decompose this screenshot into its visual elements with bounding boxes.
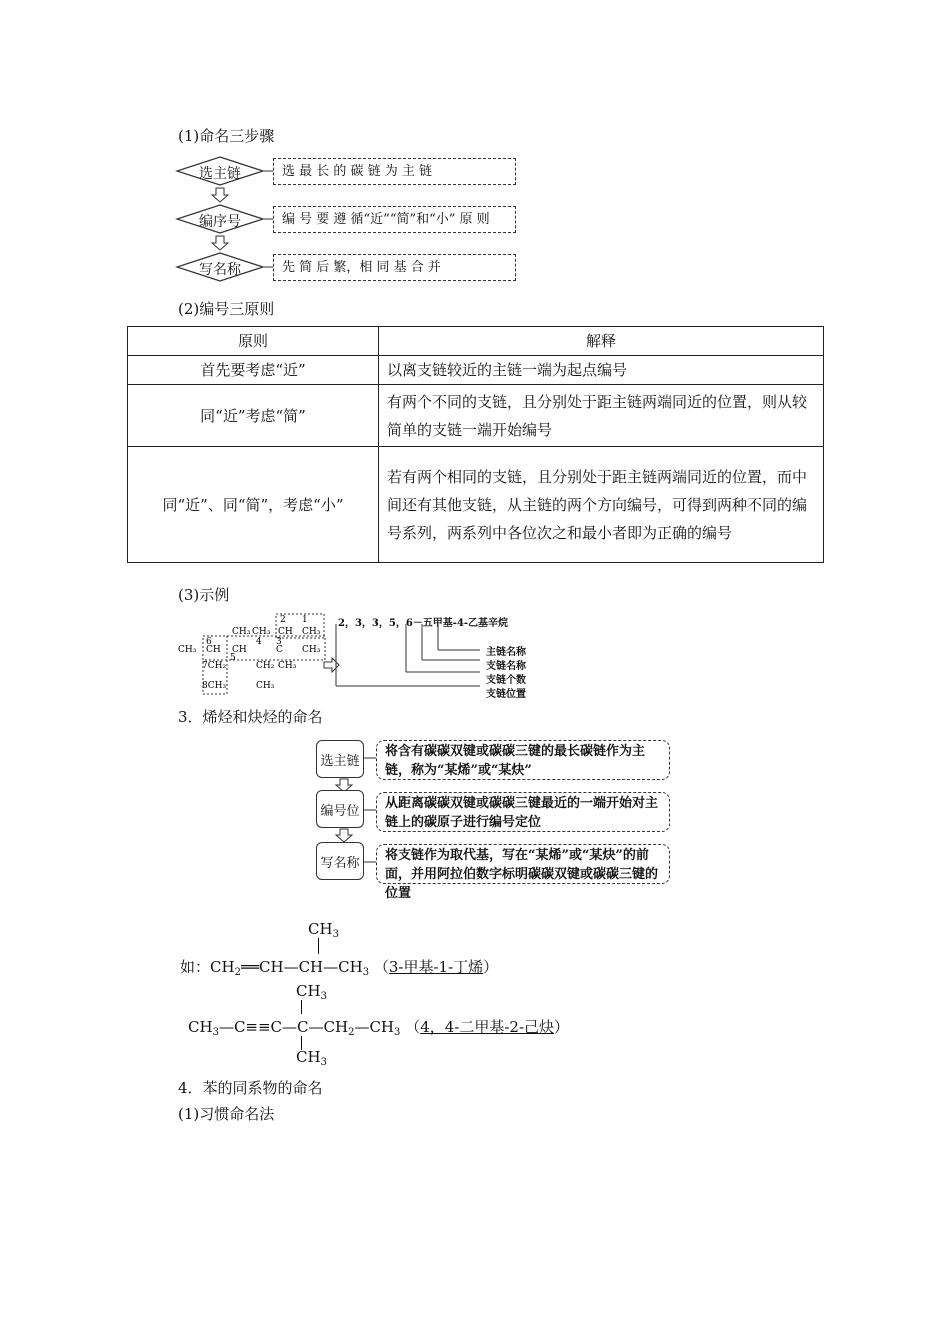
step-box: 写名称: [316, 842, 364, 880]
struct-num: 3: [276, 637, 282, 647]
iupac-name: 2，3，3，5，6－五甲基-4-乙基辛烷: [338, 618, 509, 629]
struct-text: CH₃: [278, 661, 297, 671]
rule-cell: 同“近”考虑“简”: [128, 385, 379, 447]
struct-text: CH₂: [256, 661, 275, 671]
struct-text: CH: [278, 627, 293, 637]
example-1-name: 3-甲基-1-丁烯: [388, 958, 484, 976]
step-label: 选主链: [199, 166, 241, 182]
step-label: 写名称: [199, 262, 241, 278]
explain-cell: 有两个不同的支链，且分别处于距主链两端同近的位置，则从较简单的支链一端开始编号: [379, 385, 824, 447]
example-2-name-wrap: （4，4-二甲基-2-己炔）: [405, 1018, 570, 1036]
step-desc: 先 简 后 繁，相 同 基 合 并: [273, 254, 516, 281]
example-2-name: 4，4-二甲基-2-己炔: [420, 1018, 555, 1036]
name-label: 支链名称: [486, 661, 526, 672]
rule-cell: 首先要考虑“近”: [128, 356, 379, 385]
step-desc: 选 最 长 的 碳 链 为 主 链: [273, 158, 516, 185]
name-label: 主链名称: [486, 647, 526, 658]
methyl-up: $CH_3$: [296, 982, 327, 1002]
methyl-down: $CH_3$: [296, 1048, 327, 1068]
step-label: 编序号: [199, 214, 241, 230]
step-desc: 从距离碳碳双键或碳碳三键最近的一端开始对主链上的碳原子进行编号定位: [376, 792, 670, 832]
methyl-top: $CH_3$: [308, 920, 339, 940]
name-label: 支链位置: [486, 689, 526, 700]
principles-table: [127, 326, 824, 563]
struct-num: 6: [206, 637, 212, 647]
struct-num: 5: [230, 653, 236, 663]
col-header: 原则: [128, 327, 379, 356]
struct-text: C: [276, 645, 283, 655]
table-row: [128, 447, 824, 563]
example-prefix: 如：: [180, 958, 211, 976]
step-desc: 将支链作为取代基，写在“某烯”或“某炔”的前面，并用阿拉伯数字标明碳碳双键或碳碳三键的位置: [376, 844, 670, 884]
step-box: 选主链: [316, 740, 364, 778]
struct-text: CH: [206, 645, 221, 655]
name-label: 支链个数: [486, 675, 526, 686]
table-row: [128, 385, 824, 447]
example-1-name-wrap: （3-甲基-1-丁烯）: [373, 958, 499, 976]
struct-text: CH₃: [178, 645, 197, 655]
bond-line: [318, 938, 320, 954]
example-2: [188, 1016, 569, 1038]
formula-1: $CH_2══CH—CH—CH_3$: [210, 958, 370, 978]
struct-text: CH: [232, 645, 247, 655]
step-box: 编号位: [316, 790, 364, 828]
formula-2: $CH_3—C\equiv\equiv C—C—CH_2—CH_3$: [188, 1018, 401, 1038]
table-header-row: [128, 327, 824, 356]
struct-text: CH₃: [256, 681, 275, 691]
step-desc: 将含有碳碳双键或碳碳三键的最长碳链作为主链，称为“某烯”或“某炔”: [376, 740, 670, 780]
heading-alkene: 3．烯烃和炔烃的命名: [178, 708, 323, 726]
struct-num: 4: [256, 637, 262, 647]
struct-text: CH₃: [252, 627, 271, 637]
struct-text: CH₃: [232, 627, 251, 637]
step-desc: 编 号 要 遵 循“近”“简”和“小” 原 则: [273, 206, 516, 233]
bond-line: [301, 1000, 303, 1014]
heading-three-steps: (1)命名三步骤: [178, 127, 275, 145]
struct-text: CH₃: [302, 627, 321, 637]
explain-cell: 以离支链较近的主链一端为起点编号: [379, 356, 824, 385]
heading-three-principles: (2)编号三原则: [178, 300, 275, 318]
col-header: 解释: [379, 327, 824, 356]
explain-cell: 若有两个相同的支链，且分别处于距主链两端同近的位置，而中间还有其他支链，从主链的两个方向编号，可得到两种不同的编号系列，两系列中各位次之和最小者即为正确的编号: [379, 447, 824, 563]
example-1: [180, 956, 498, 978]
heading-benzene: 4．苯的同系物的命名: [178, 1079, 323, 1097]
heading-example: (3)示例: [178, 586, 230, 604]
struct-text: CH₃: [302, 645, 321, 655]
subheading-common-naming: (1)习惯命名法: [178, 1105, 275, 1123]
struct-text: 7CH₂: [202, 661, 227, 671]
struct-text: 2: [280, 615, 286, 625]
struct-text: 1: [302, 615, 308, 625]
rule-cell: 同“近”、同“简”，考虑“小”: [128, 447, 379, 563]
struct-text: 8CH₃: [202, 681, 227, 691]
table-row: [128, 356, 824, 385]
